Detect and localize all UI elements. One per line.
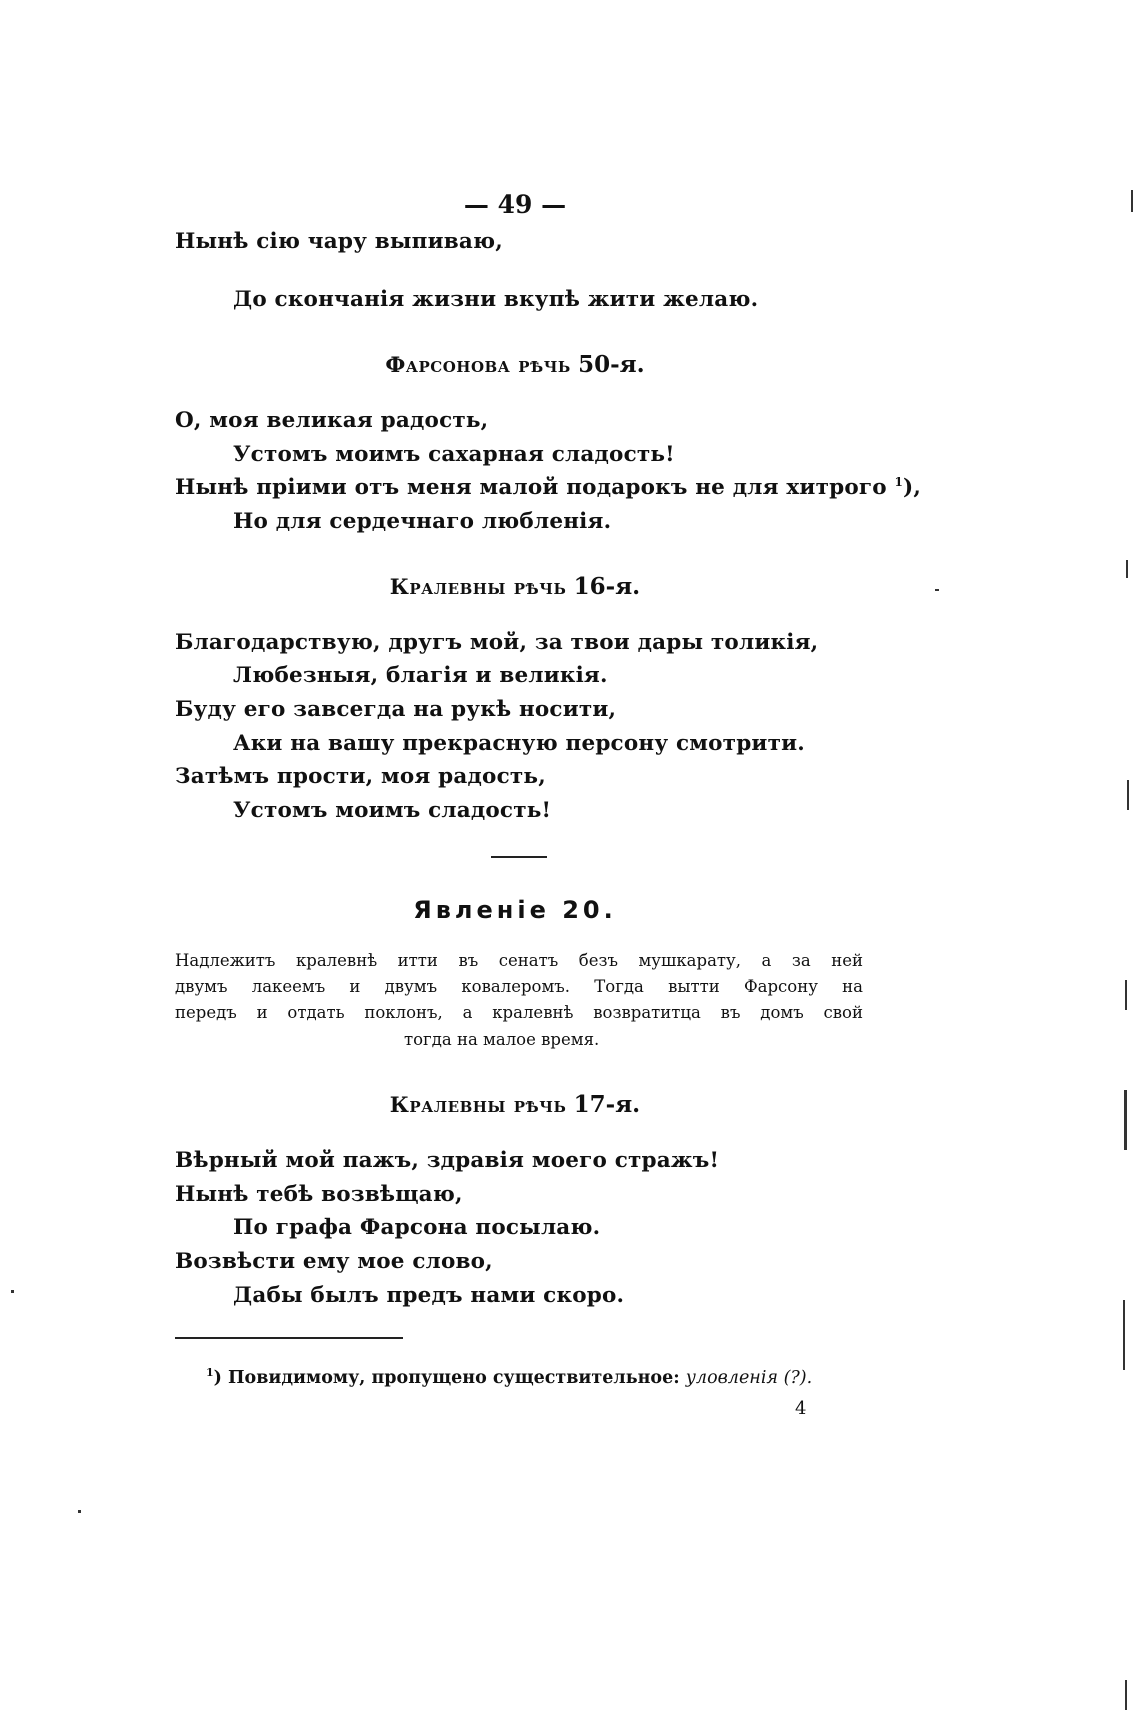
- verse-line: Дабы былъ предъ нами скоро.: [233, 1283, 625, 1308]
- verse-line: Нынѣ сію чару выпиваю,: [175, 229, 503, 254]
- stage-direction-line: Надлежитъ кралевнѣ итти въ сенатъ безъ мушкарату, а за ней: [175, 951, 863, 970]
- stage-direction-line: двумъ лакеемъ и двумъ ковалеромъ. Тогда вытти Фарсону на: [175, 977, 863, 996]
- stage-direction-line: тогда на малое время.: [404, 1030, 600, 1049]
- speech-heading-number: 17-я.: [573, 1091, 641, 1118]
- verse-line: Буду его завсегда на рукѣ носити,: [175, 697, 617, 722]
- scan-speck: [78, 1510, 81, 1513]
- scan-edge-mark: [1124, 1090, 1127, 1150]
- signature-mark: 4: [795, 1398, 807, 1419]
- verse-line: Вѣрный мой пажъ, здравія моего стражъ!: [175, 1148, 720, 1173]
- verse-line: О, моя великая радость,: [175, 408, 489, 433]
- scan-speck: [935, 589, 939, 591]
- footnote-reference-tail: ),: [903, 475, 922, 500]
- stage-direction-line: передъ и отдать поклонъ, а кралевнѣ возвратитца въ домъ свой: [175, 1003, 863, 1022]
- verse-line: По графа Фарсона посылаю.: [233, 1215, 601, 1240]
- verse-line: Аки на вашу прекрасную персону смотрити.: [233, 731, 805, 756]
- verse-line: Устомъ моимъ сладость!: [233, 798, 552, 823]
- speech-heading-name: Кралевны рѣчь: [389, 1092, 567, 1117]
- verse-line: Возвѣсти ему мое слово,: [175, 1249, 493, 1274]
- scan-edge-mark: [1125, 1680, 1127, 1710]
- verse-line: Благодарствую, другъ мой, за твои дары толикія,: [175, 630, 819, 655]
- footnote-divider: [175, 1337, 403, 1339]
- speech-heading-number: 16-я.: [573, 573, 641, 600]
- scan-speck: [11, 1290, 14, 1293]
- scan-edge-mark: [1125, 980, 1127, 1010]
- scan-edge-mark: [1126, 560, 1128, 578]
- speech-heading: [0, 1091, 1030, 1118]
- footnote-marker: 1: [206, 1366, 214, 1380]
- speech-heading: [0, 351, 1030, 378]
- speech-heading: [0, 573, 1030, 600]
- speech-heading-number: 50-я.: [578, 351, 645, 378]
- footnote-text: ) Повидимому, пропущено существительное:: [213, 1368, 686, 1388]
- scan-edge-mark: [1123, 1300, 1125, 1370]
- verse-line-text: Нынѣ пріими отъ меня малой подарокъ не для хитрого: [175, 475, 887, 500]
- verse-line: Любезныя, благія и великія.: [233, 663, 608, 688]
- verse-line: До скончанія жизни вкупѣ жити желаю.: [233, 287, 759, 312]
- scan-edge-mark: [1127, 780, 1129, 810]
- verse-line: Устомъ моимъ сахарная сладость!: [233, 442, 675, 467]
- scan-edge-mark: [1131, 190, 1133, 212]
- verse-line: Нынѣ тебѣ возвѣщаю,: [175, 1182, 463, 1207]
- footnote: [206, 1368, 812, 1388]
- page-number: — 49 —: [463, 190, 567, 219]
- verse-line: Но для сердечнаго любленія.: [233, 509, 612, 534]
- footnote-italic: уловленія (?).: [685, 1368, 813, 1388]
- footnote-reference: 1: [894, 474, 904, 489]
- speech-heading-name: Кралевны рѣчь: [389, 574, 567, 599]
- section-divider: [491, 856, 547, 858]
- speech-heading-name: Фарсонова рѣчь: [385, 352, 571, 377]
- verse-line-with-footnote: [175, 475, 921, 500]
- verse-line: Затѣмъ прости, моя радость,: [175, 764, 546, 789]
- scene-title: Явленіе 20.: [413, 896, 617, 924]
